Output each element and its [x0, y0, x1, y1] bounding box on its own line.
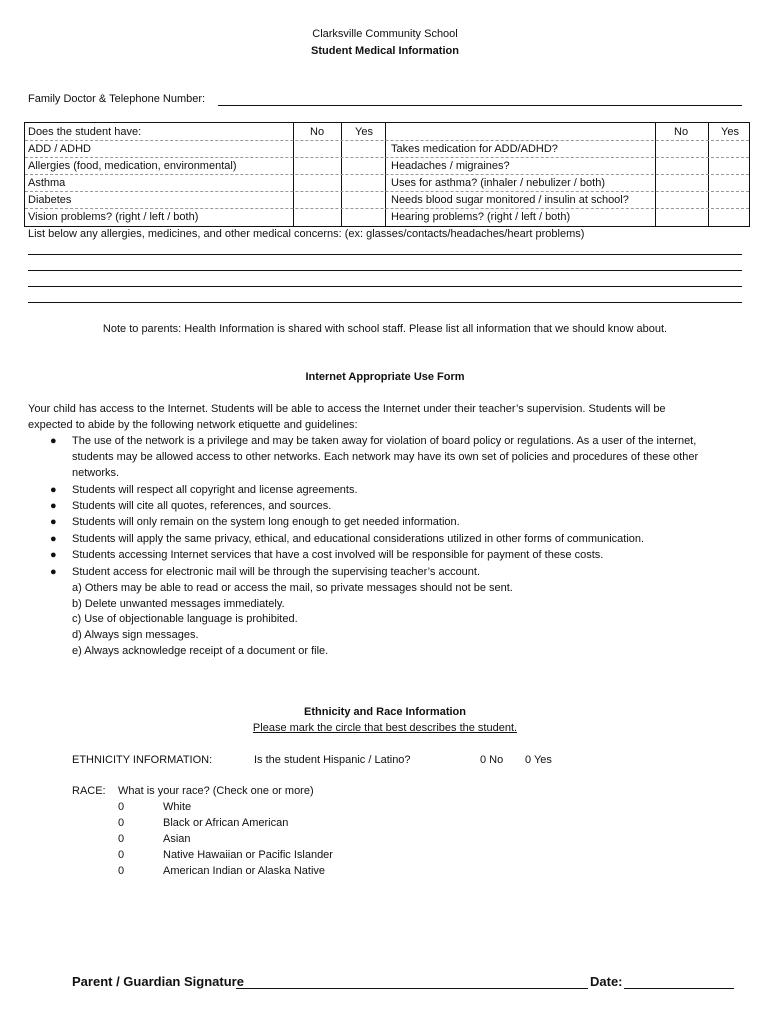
bullet-icon: ● [50, 484, 57, 496]
guideline-item: Students accessing Internet services that have a cost involved will be responsible for payment of these costs. [72, 549, 604, 561]
internet-title: Internet Appropriate Use Form [305, 371, 465, 383]
doctor-label: Family Doctor & Telephone Number: [28, 93, 206, 105]
ethnicity-title: Ethnicity and Race Information [304, 706, 466, 718]
table-header-left: Does the student have: [28, 126, 142, 138]
race-option-label: Asian [163, 833, 191, 845]
parent-note: Note to parents: Health Information is shared with school staff. Please list all information that we should know about. [102, 323, 668, 335]
internet-intro: Your child has access to the Internet. Students will be able to access the Internet under their teacher’s supervision. Students will be [28, 403, 666, 415]
bullet-icon: ● [50, 549, 57, 561]
hispanic-no-option[interactable]: 0 No [480, 754, 504, 766]
internet-intro: expected to abide by the following network etiquette and guidelines: [28, 419, 358, 431]
bullet-icon: ● [50, 500, 57, 512]
email-rule: d) Always sign messages. [72, 629, 199, 641]
hispanic-question: Is the student Hispanic / Latino? [254, 754, 411, 766]
guideline-item: Students will cite all quotes, references, and sources. [72, 500, 332, 512]
date-line[interactable] [624, 988, 734, 989]
header-no-right: No [674, 126, 689, 138]
race-option-label: Black or African American [163, 817, 289, 829]
race-label: RACE: [72, 785, 106, 797]
condition-right: Takes medication for ADD/ADHD? [391, 143, 558, 155]
email-rule: b) Delete unwanted messages immediately. [72, 598, 285, 610]
race-circle[interactable]: 0 [118, 801, 125, 813]
condition-left: ADD / ADHD [28, 143, 91, 155]
race-option-label: Native Hawaiian or Pacific Islander [163, 849, 333, 861]
signature-line[interactable] [236, 988, 588, 989]
concerns-label: List below any allergies, medicines, and other medical concerns: (ex: glasses/contacts/headaches/heart problems) [28, 228, 585, 240]
ethnicity-subtitle: Please mark the circle that best describes the student. [252, 722, 518, 734]
concerns-line[interactable] [28, 270, 742, 271]
condition-left: Asthma [28, 177, 66, 189]
race-question: What is your race? (Check one or more) [118, 785, 314, 797]
guideline-item: Students will only remain on the system long enough to get needed information. [72, 516, 460, 528]
doctor-input-line[interactable] [218, 105, 742, 106]
condition-left: Vision problems? (right / left / both) [28, 211, 199, 223]
signature-label: Parent / Guardian Signature [72, 974, 244, 989]
race-circle[interactable]: 0 [118, 817, 125, 829]
race-option-label: American Indian or Alaska Native [163, 865, 326, 877]
guideline-item: students may be allowed access to other networks. Each network may have its own set of policies and procedures of these other [72, 451, 699, 463]
header-yes: Yes [355, 126, 373, 138]
ethnicity-label: ETHNICITY INFORMATION: [72, 754, 213, 766]
date-label: Date: [590, 974, 623, 989]
hispanic-yes-option[interactable]: 0 Yes [525, 754, 552, 766]
guideline-item: networks. [72, 467, 120, 479]
school-name: Clarksville Community School [312, 28, 458, 40]
race-option-label: White [163, 801, 192, 813]
concerns-line[interactable] [28, 302, 742, 303]
guideline-item: Students will apply the same privacy, ethical, and educational considerations utilized in other forms of communication. [72, 533, 645, 545]
bullet-icon: ● [50, 435, 57, 447]
condition-right: Needs blood sugar monitored / insulin at school? [391, 194, 629, 206]
race-circle[interactable]: 0 [118, 865, 125, 877]
medical-table [24, 122, 750, 227]
guideline-item: Student access for electronic mail will be through the supervising teacher’s account. [72, 566, 481, 578]
bullet-icon: ● [50, 566, 57, 578]
condition-right: Headaches / migraines? [391, 160, 510, 172]
header-no: No [310, 126, 325, 138]
condition-right: Hearing problems? (right / left / both) [391, 211, 571, 223]
condition-left: Allergies (food, medication, environmental) [28, 160, 237, 172]
concerns-line[interactable] [28, 254, 742, 255]
condition-right: Uses for asthma? (inhaler / nebulizer / both) [391, 177, 605, 189]
bullet-icon: ● [50, 516, 57, 528]
race-circle[interactable]: 0 [118, 833, 125, 845]
email-rule: c) Use of objectionable language is prohibited. [72, 613, 298, 625]
email-rule: e) Always acknowledge receipt of a document or file. [72, 645, 329, 657]
bullet-icon: ● [50, 533, 57, 545]
header-yes-right: Yes [721, 126, 739, 138]
form-title: Student Medical Information [311, 45, 459, 57]
email-rule: a) Others may be able to read or access the mail, so private messages should not be sent. [72, 582, 513, 594]
condition-left: Diabetes [28, 194, 72, 206]
race-circle[interactable]: 0 [118, 849, 125, 861]
guideline-item: Students will respect all copyright and license agreements. [72, 484, 358, 496]
guideline-item: The use of the network is a privilege and may be taken away for violation of board policy or regulations. As a user of the internet, [72, 435, 697, 447]
concerns-line[interactable] [28, 286, 742, 287]
